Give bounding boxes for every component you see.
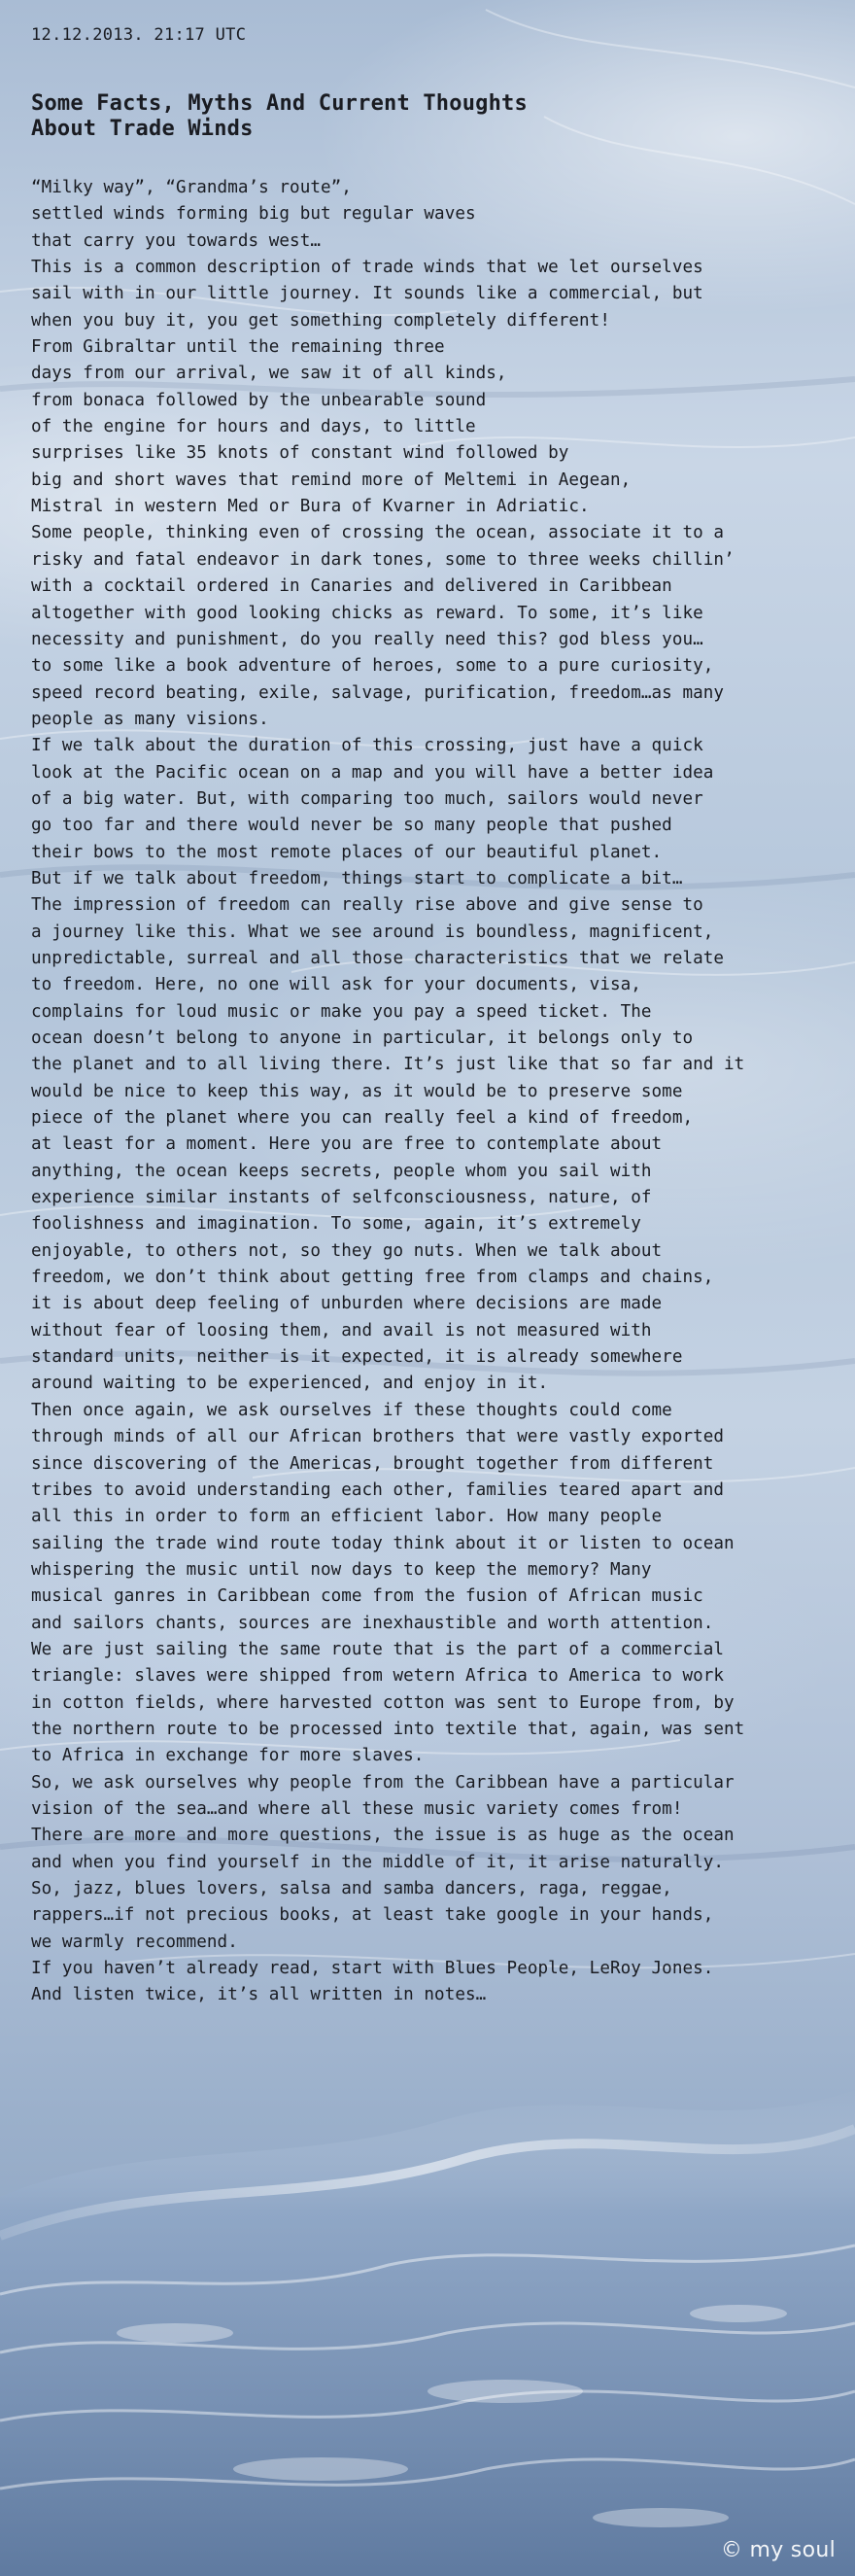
paragraph-caribbean-vision: So, we ask ourselves why people from the Caribbean have a particular vision of the sea…and where all these music variety comes from! There are more and more questions, the issue is as huge as the ocean and when you find yourself in the middle of it, it arise naturally. So, jazz, blues lovers, salsa and samba dancers, raga, reggae, rappers…if not precious books, at least take google in your hands, we warmly recommend.	[31, 1772, 735, 1952]
paragraph-african-brothers: Then once again, we ask ourselves if these thoughts could come through minds of all our African brothers that were vastly exported since discovering of the Americas, brought together from different tribes to avoid understanding each other, families teared apart and all this in order to form an efficient labor. How many people sailing the trade wind route today think about it or listen to ocean whispering the music until now days to keep the memory? Many musical ganres in Caribbean come from the fusion of African music and sailors chants, sources are inexhaustible and worth attention.	[31, 1400, 735, 1633]
post-body	[31, 175, 838, 2009]
post-title: Some Facts, Myths And Current Thoughts About Trade Winds	[31, 91, 528, 141]
paragraph-duration: If we talk about the duration of this crossing, just have a quick look at the Pacific ocean on a map and you will have a better idea of a big water. But, with comparing too much, sailors would never go too far and there would never be so many people that pushed their bows to the most remote places of our beautiful planet.	[31, 736, 714, 862]
paragraph-milky-way: “Milky way”, “Grandma’s route”, settled winds forming big but regular waves that carry you towards west… This is a common description of trade winds that we let ourselves sail with in our little journey. It sounds like a commercial, but when you buy it, you get something completely different!	[31, 178, 703, 331]
paragraph-freedom: But if we talk about freedom, things start to complicate a bit… The impression of freedom can really rise above and give sense to a journey like this. What we see around is boundless, magnificent, unpredictable, surreal and all those characteristics that we relate to freedom. Here, no one will ask for your documents, visa, complains for loud music or make you pay a speed ticket. The ocean doesn’t belong to anyone in particular, it belongs only to the planet and to all living there. It’s just like that so far and it would be nice to keep this way, as it would be to preserve some piece of the planet where you can really feel a kind of freedom, at least for a moment. Here you are free to contemplate about anything, the ocean keeps secrets, people whom you sail with experience similar instants of selfconsciousness, nature, of foolishness and imagination. To some, again, it’s extremely enjoyable, to others not, so they go nuts. When we talk about freedom, we don’t think about getting free from clamps and chains, it is about deep feeling of unburden where decisions are made without fear of loosing them, and avail is not measured with standard units, neither is it expected, it is already somewhere around waiting to be experienced, and enjoy in it.	[31, 868, 745, 1394]
paragraph-gibraltar: From Gibraltar until the remaining three days from our arrival, we saw it of all kinds, from bonaca followed by the unbearable sound of the engine for hours and days, to little surprises like 35 knots of constant wind followed by big and short waves that remind more of Meltemi in Aegean, Mistral in western Med or Bura of Kvarner in Adriatic.	[31, 337, 632, 517]
post-timestamp: 12.12.2013. 21:17 UTC	[31, 25, 247, 45]
copyright-watermark: © my soul	[720, 2538, 836, 2562]
post-content	[31, 25, 838, 2009]
paragraph-visions: Some people, thinking even of crossing the ocean, associate it to a risky and fatal endeavor in dark tones, some to three weeks chillin’ with a cocktail ordered in Canaries and delivered in Caribbean altogether with good looking chicks as reward. To some, it’s like necessity and punishment, do you really need this? god bless you… to some like a book adventure of heroes, some to a pure curiosity, speed record beating, exile, salvage, purification, freedom…as many people as many visions.	[31, 523, 735, 729]
paragraph-triangle: We are just sailing the same route that is the part of a commercial triangle: slaves were shipped from wetern Africa to America to work in cotton fields, where harvested cotton was sent to Europe from, by the northern route to be processed into textile that, again, was sent to Africa in exchange for more slaves.	[31, 1639, 745, 1766]
paragraph-blues-people: If you haven’t already read, start with Blues People, LeRoy Jones. And listen twice, it’s all written in notes…	[31, 1959, 714, 2005]
